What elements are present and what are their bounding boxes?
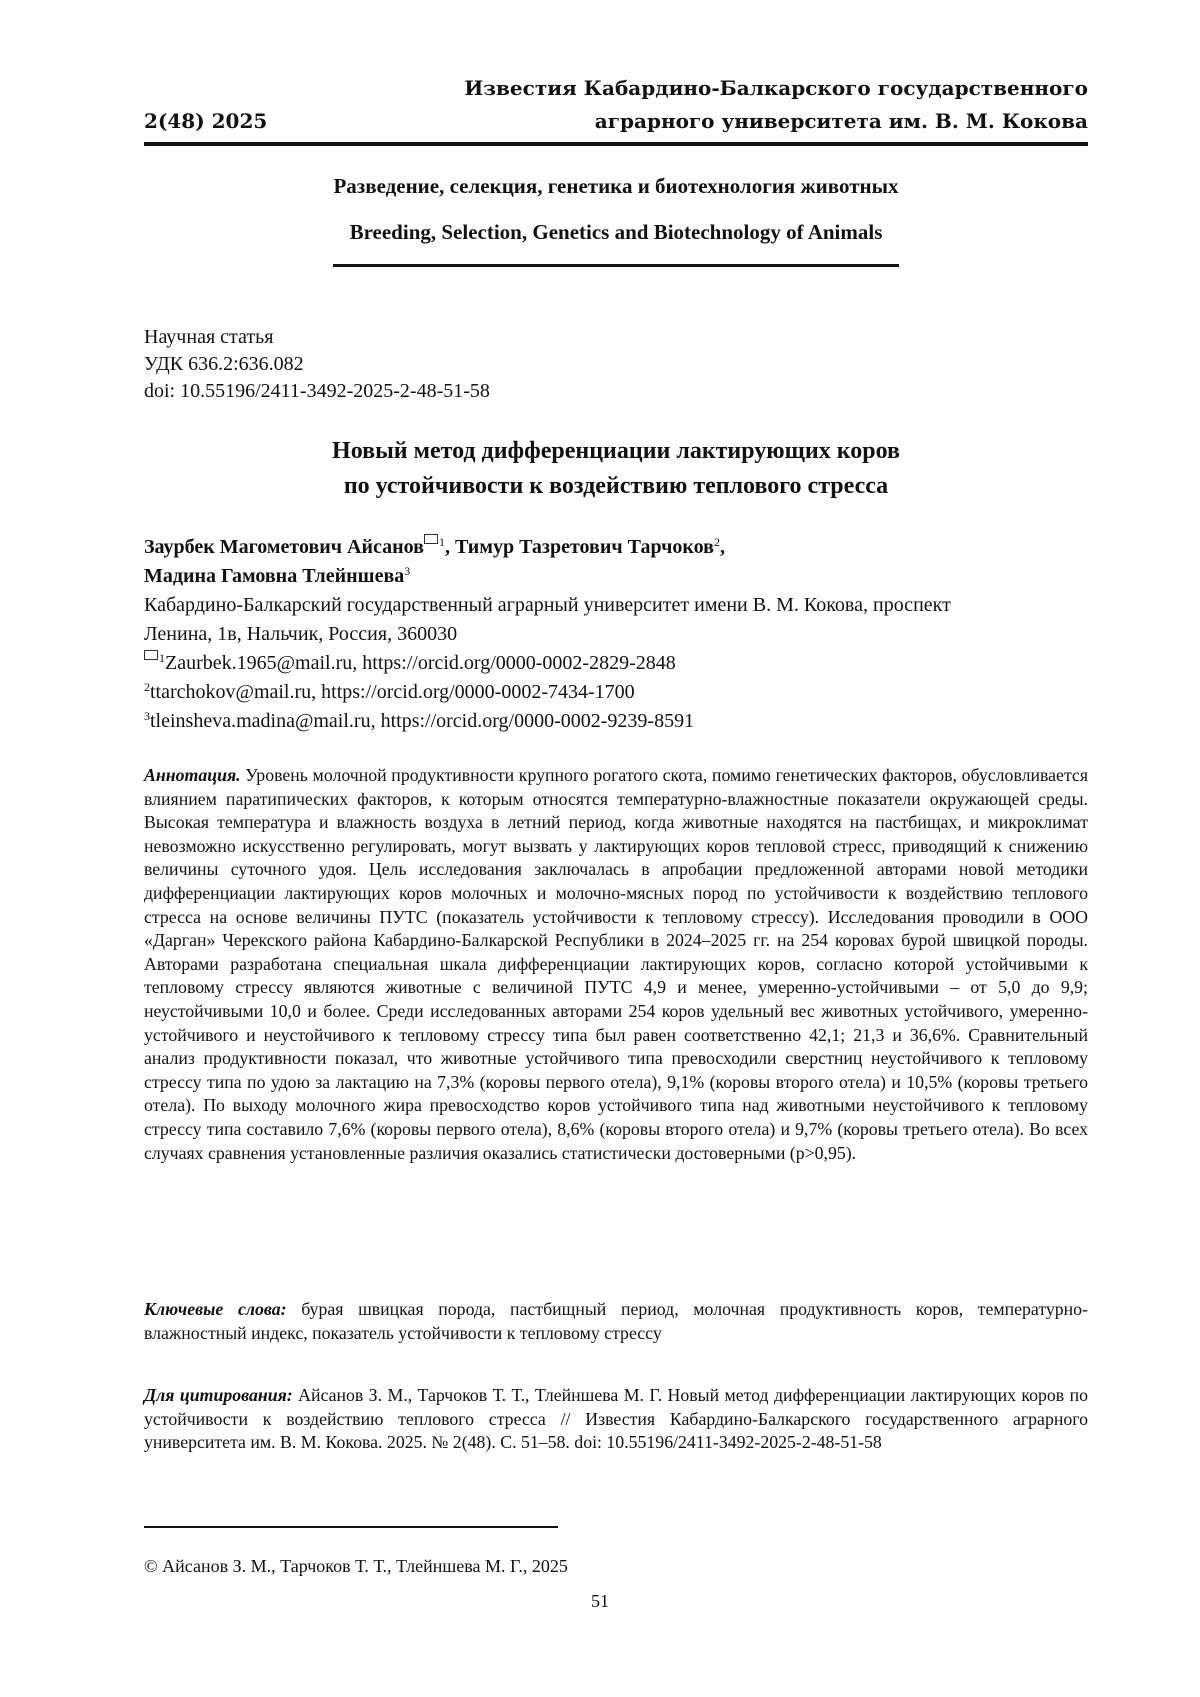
- udc-code: УДК 636.2:636.082: [144, 351, 490, 378]
- affiliation-line2: Ленина, 1в, Нальчик, Россия, 360030: [144, 620, 1088, 649]
- keywords-text: бурая швицкая порода, пастбищный период, молочная продуктивность коров, температурно-влажностный индекс, показатель устойчивости к тепловому стрессу: [144, 1299, 1088, 1343]
- contact-3: [144, 707, 1088, 736]
- page-number: 51: [0, 1591, 1200, 1612]
- article-meta: [144, 324, 490, 405]
- header-divider: [144, 142, 1088, 146]
- journal-title-line2: аграрного университета им. В. М. Кокова: [464, 105, 1088, 138]
- article-title-line1: Новый метод дифференциации лактирующих коров: [144, 434, 1088, 469]
- journal-title: [464, 72, 1088, 138]
- contact-2: [144, 678, 1088, 707]
- doi: doi: 10.55196/2411-3492-2025-2-48-51-58: [144, 378, 490, 405]
- author-names-line2: [144, 562, 1088, 591]
- citation: [144, 1384, 1088, 1455]
- abstract: [144, 764, 1088, 1165]
- footnote-divider: [144, 1526, 558, 1528]
- author-names: Заурбек Магометович Айсанов 1, Тимур Тазретович Тарчоков2,: [144, 533, 1088, 562]
- author-2: Тимур Тазретович Тарчоков: [455, 536, 714, 558]
- keywords: [144, 1298, 1088, 1345]
- contact-3-sup: 3: [144, 709, 150, 723]
- article-title: [144, 434, 1088, 504]
- article-type: Научная статья: [144, 324, 490, 351]
- contact-3-text: tleinsheva.madina@mail.ru, https://orcid.org/0000-0002-9239-8591: [150, 710, 694, 732]
- contact-1-sup: 1: [159, 651, 165, 665]
- section-divider: [333, 264, 899, 267]
- contact-2-sup: 2: [144, 680, 150, 694]
- journal-title-line1: Известия Кабардино-Балкарского государственного: [464, 72, 1088, 105]
- article-title-line2: по устойчивости к воздействию теплового стресса: [144, 469, 1088, 504]
- author-2-sup: 2: [714, 535, 720, 549]
- journal-page: [0, 0, 1200, 1697]
- contact-1: [144, 649, 1088, 678]
- abstract-text: Уровень молочной продуктивности крупного рогатого скота, помимо генетических факторов, обусловливается влиянием паратипических факторов, к которым относятся температурно-влажностные показатели окружающей среды. Высокая температура и влажность воздуха в летний период, когда животные находятся на пастбищах, и микроклимат невозможно искусственно регулировать, могут вызвать у лактирующих коров тепловой стресс, приводящий к снижению величины суточного удоя. Цель исследования заключалась в апробации предложенной авторами новой методики дифференциации лактирующих коров молочных и молочно-мясных пород по устойчивости к воздействию теплового стресса на основе величины ПУТС (показатель устойчивости к тепловому стрессу). Исследования проводили в ООО «Дарган» Черекского района Кабардино-Балкарской Республики в 2024–2025 гг. на 254 коровах бурой швицкой породы. Авторами разработана специальная шкала дифференциации лактирующих коров, согласно которой устойчивыми к тепловому стрессу являются животные с величиной ПУТС 4,9 и менее, умеренно-устойчивыми – от 5,0 до 9,9; неустойчивыми 10,0 и более. Среди исследованных авторами 254 коров удельный вес животных устойчивого, умеренно-устойчивого и неустойчивого к тепловому стрессу типа был равен соответственно 42,1; 21,3 и 36,6%. Сравнительный анализ продуктивности показал, что животные устойчивого типа превосходили сверстниц неустойчивого к тепловому стрессу типа по удою за лактацию на 7,3% (коровы первого отела), 9,1% (коровы второго отела) и 10,5% (коровы третьего отела). По выходу молочного жира превосходство коров устойчивого типа над животными неустойчивого к тепловому стрессу типа составило 7,6% (коровы первого отела), 8,6% (коровы второго отела) и 9,7% (коровы третьего отела). Во всех случаях сравнения установленные различия оказались статистически достоверными (р>0,95).: [144, 765, 1088, 1163]
- section-title-en: Breeding, Selection, Genetics and Biotechnology of Animals: [144, 220, 1088, 245]
- citation-label: Для цитирования:: [144, 1385, 293, 1405]
- author-3: Мадина Гамовна Тлейншева: [144, 565, 404, 587]
- envelope-icon: [424, 534, 438, 544]
- author-1: Заурбек Магометович Айсанов: [144, 536, 424, 558]
- author-1-sup: 1: [439, 535, 445, 549]
- issue-number: 2(48) 2025: [144, 105, 267, 138]
- envelope-icon: [144, 650, 158, 660]
- author-3-sup: 3: [404, 564, 410, 578]
- abstract-label: Аннотация.: [144, 765, 241, 785]
- copyright: © Айсанов З. М., Тарчоков Т. Т., Тлейншева М. Г., 2025: [144, 1556, 568, 1577]
- affiliation-line1: Кабардино-Балкарский государственный аграрный университет имени В. М. Кокова, проспект: [144, 591, 1088, 620]
- citation-text: Айсанов З. М., Тарчоков Т. Т., Тлейншева М. Г. Новый метод дифференциации лактирующих коров по устойчивости к воздействию теплового стресса // Известия Кабардино-Балкарского государственного аграрного университета им. В. М. Кокова. 2025. № 2(48). С. 51–58. doi: 10.55196/2411-3492-2025-2-48-51-58: [144, 1385, 1088, 1452]
- author-block: [144, 533, 1088, 736]
- contact-1-text: Zaurbek.1965@mail.ru, https://orcid.org/0000-0002-2829-2848: [165, 652, 676, 674]
- keywords-label: Ключевые слова:: [144, 1299, 287, 1319]
- section-title-ru: Разведение, селекция, генетика и биотехнология животных: [144, 174, 1088, 199]
- contact-2-text: ttarchokov@mail.ru, https://orcid.org/0000-0002-7434-1700: [150, 681, 635, 703]
